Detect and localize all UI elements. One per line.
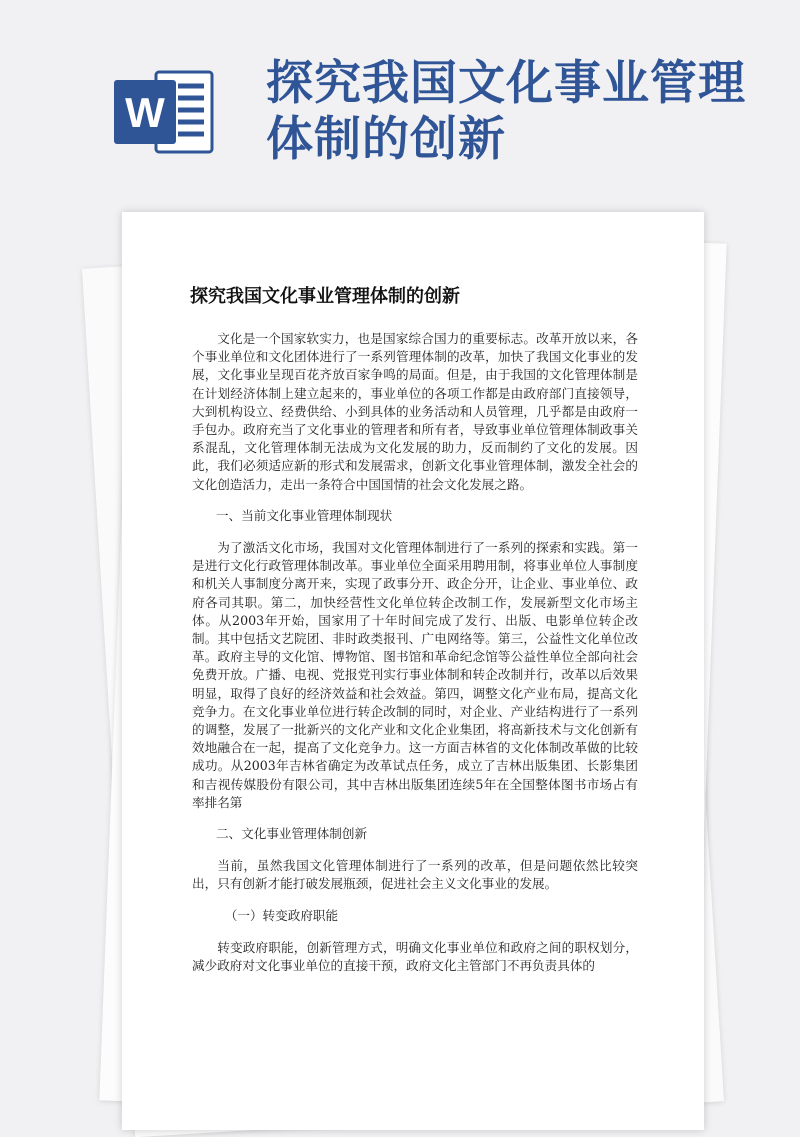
subsection1-paragraph: 转变政府职能，创新管理方式，明确文化事业单位和政府之间的职权划分，减少政府对文化事业单位的直接干预，政府文化主管部门不再负责具体的 bbox=[192, 939, 638, 974]
section2-heading: 二、文化事业管理体制创新 bbox=[215, 826, 368, 842]
banner-title-line1: 探究我国文化事业管理 bbox=[266, 56, 746, 111]
intro-paragraph: 文化是一个国家软实力，也是国家综合国力的重要标志。改革开放以来，各个事业单位和文化团体进行了一系列管理体制的改革，加快了我国文化事业的发展，文化事业呈现百花齐放百家争鸣的局面。但是，由于我国的文化管理体制是在计划经济体制上建立起来的，事业单位的各项工作都是由政府部门直接领导，大到机构设立、经费供给、小到具体的业务活动和人员管理，几乎都是由政府一手包办。政府充当了文化事业的管理者和所有者，导致事业单位管理体制政事关系混乱，文化管理体制无法成为文化发展的助力，反而制约了文化的发展。因此，我们必须适应新的形式和发展需求，创新文化事业管理体制，激发全社会的文化创造活力，走出一条符合中国国情的社会文化发展之路。 bbox=[192, 331, 638, 492]
section1-heading: 一、当前文化事业管理体制现状 bbox=[215, 507, 393, 523]
word-logo-icon bbox=[112, 66, 214, 158]
banner-title-line2: 体制的创新 bbox=[266, 112, 506, 167]
banner-title bbox=[266, 56, 766, 168]
document-body bbox=[192, 330, 638, 988]
section2-paragraph: 当前，虽然我国文化管理体制进行了一系列的改革，但是问题依然比较突出，只有创新才能打破发展瓶颈，促进社会主义文化事业的发展。 bbox=[192, 858, 638, 892]
logo-letter: W bbox=[125, 89, 165, 136]
document-title: 探究我国文化事业管理体制的创新 bbox=[190, 286, 460, 307]
section1-paragraph: 为了激活文化市场，我国对文化管理体制进行了一系列的探索和实践。第一是进行文化行政管理体制改革。事业单位全面采用聘用制，将事业单位人事制度和机关人事制度分离开来，实现了政事分开、政企分开，让企业、事业单位、政府各司其职。第二，加快经营性文化单位转企改制工作，发展新型文化市场主体。从2003年开始，国家用了十年时间完成了发行、出版、电影单位转企改制。其中包括文艺院团、非时政类报刊、广电网络等。第三，公益性文化单位改革。政府主导的文化馆、博物馆、图书馆和革命纪念馆等公益性单位全部向社会免费开放。广播、电视、党报党刊实行事业体制和转企改制并行，改革以后效果明显，取得了良好的经济效益和社会效益。第四，调整文化产业布局，提高文化竞争力。在文化事业单位进行转企改制的同时，对企业、产业结构进行了一系列的调整，发展了一批新兴的文化产业和文化企业集团，将高新技术与文化创新有效地融合在一起，提高了文化竞争力。这一方面吉林省的文化体制改革做的比较成功。从2003年吉林省确定为改革试点任务，成立了吉林出版集团、长影集团和吉视传媒股份有限公司，其中吉林出版集团连续5年在全国整体图书市场占有率排名第 bbox=[192, 540, 638, 810]
subsection1-heading: （一）转变政府职能 bbox=[224, 907, 339, 923]
